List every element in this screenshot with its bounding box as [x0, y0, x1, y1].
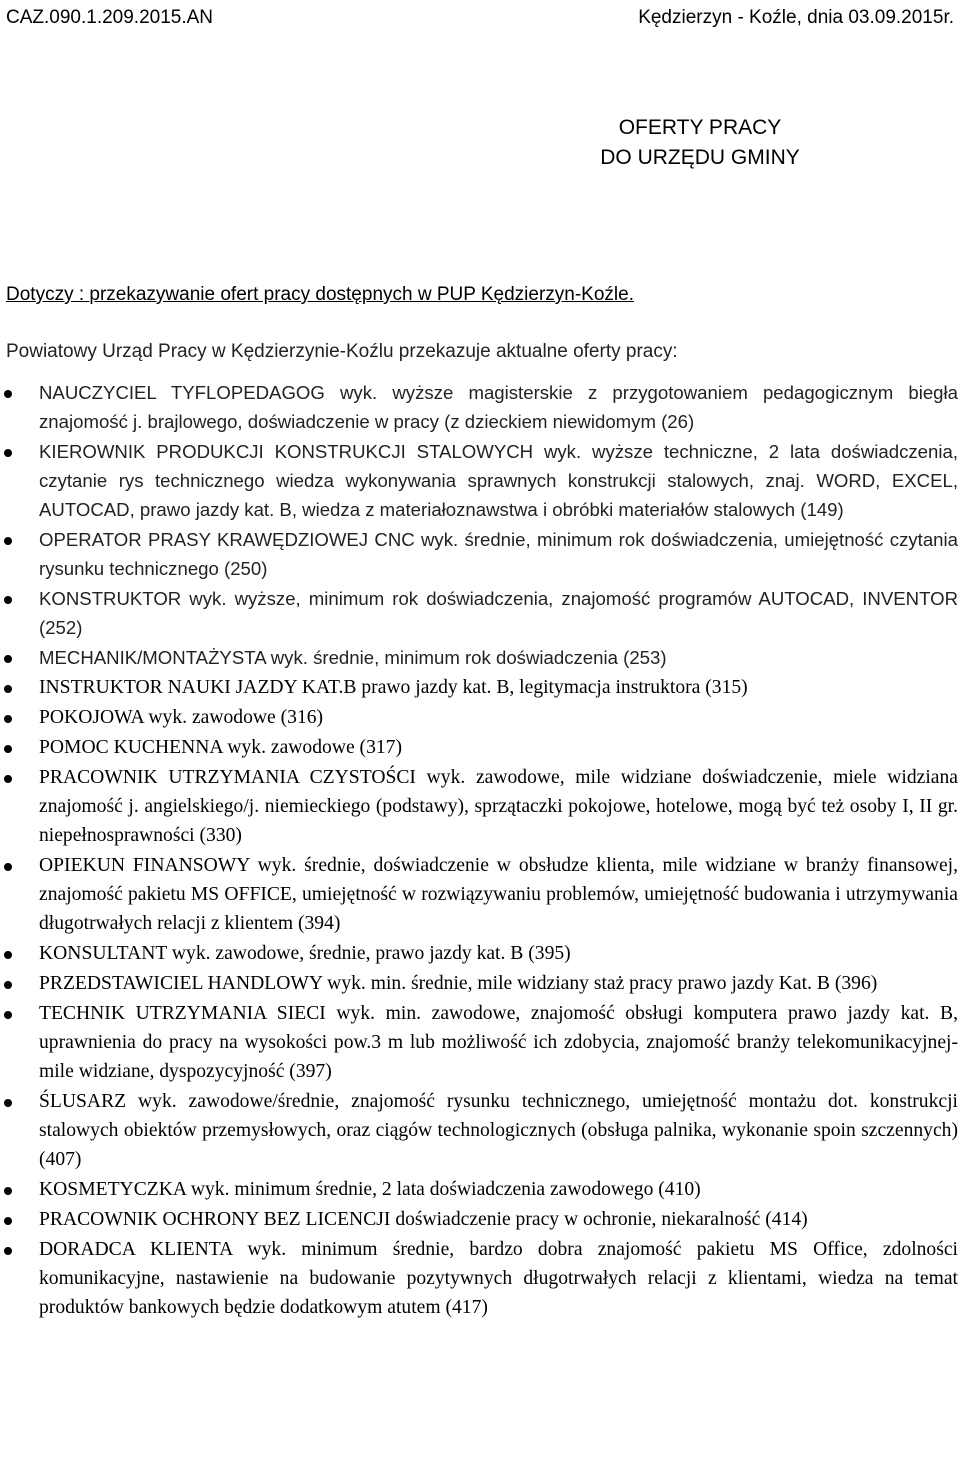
job-offers-list — [0, 378, 960, 1323]
list-item — [0, 525, 960, 583]
bullet-icon — [4, 1011, 12, 1019]
offer-text: POKOJOWA wyk. zawodowe (316) — [39, 707, 324, 728]
subject-text: przekazywanie ofert pracy dostępnych w PUP Kędzierzyn-Koźle. — [89, 284, 634, 305]
offer-text: KONSTRUKTOR wyk. wyższe, minimum rok doświadczenia, znajomość programów AUTOCAD, INVENTOR (252) — [39, 588, 958, 638]
intro-paragraph: Powiatowy Urząd Pracy w Kędzierzynie-Koźlu przekazuje aktualne oferty pracy: — [6, 341, 678, 362]
bullet-icon — [4, 1099, 12, 1107]
subject-line — [6, 281, 634, 309]
offer-text: KOSMETYCZKA wyk. minimum średnie, 2 lata doświadczenia zawodowego (410) — [39, 1179, 701, 1200]
list-item — [0, 733, 960, 762]
list-item — [0, 378, 960, 436]
offer-text: PRACOWNIK UTRZYMANIA CZYSTOŚCI wyk. zawodowe, mile widziane doświadczenie, miele widziana znajomość j. angielskiego/j. niemieckiego (podstawy), sprzątaczki pokojowe, hotelowe, mogą być też osoby I, II gr. niepełnosprawności (330) — [39, 767, 958, 846]
list-item — [0, 851, 960, 938]
offer-text: PRACOWNIK OCHRONY BEZ LICENCJI doświadczenie pracy w ochronie, niekaralność (414) — [39, 1209, 808, 1230]
bullet-icon — [4, 1187, 12, 1195]
list-item — [0, 673, 960, 702]
offer-text: ŚLUSARZ wyk. zawodowe/średnie, znajomość rysunku technicznego, umiejętność montażu dot. konstrukcji stalowych obiektów przemysłowych, oraz ciągów technologicznych (obsługa palnika, wykonanie spoin szczennych) (407) — [39, 1091, 958, 1170]
list-item — [0, 1087, 960, 1174]
bullet-icon — [4, 390, 12, 398]
offer-text: POMOC KUCHENNA wyk. zawodowe (317) — [39, 737, 403, 758]
bullet-icon — [4, 685, 12, 693]
list-item — [0, 1175, 960, 1204]
bullet-icon — [4, 449, 12, 457]
list-item — [0, 643, 960, 672]
list-item — [0, 939, 960, 968]
bullet-icon — [4, 537, 12, 545]
bullet-icon — [4, 1247, 12, 1255]
list-item — [0, 999, 960, 1086]
bullet-icon — [4, 863, 12, 871]
list-item — [0, 763, 960, 850]
bullet-icon — [4, 981, 12, 989]
bullet-icon — [4, 775, 12, 783]
offer-text: KONSULTANT wyk. zawodowe, średnie, prawo jazdy kat. B (395) — [39, 943, 571, 964]
offer-text: OPIEKUN FINANSOWY wyk. średnie, doświadczenie w obsłudze klienta, mile widziane w branży finansowej, znajomość pakietu MS OFFICE, umiejętność w rozwiązywaniu problemów, umiejętność budowania i utrzymywania długotrwałych relacji z klientem (394) — [39, 855, 958, 934]
document-title-line-1: OFERTY PRACY — [618, 116, 782, 139]
list-item — [0, 969, 960, 998]
bullet-icon — [4, 715, 12, 723]
bullet-icon — [4, 655, 12, 663]
list-item — [0, 584, 960, 642]
offer-text: OPERATOR PRASY KRAWĘDZIOWEJ CNC wyk. średnie, minimum rok doświadczenia, umiejętność czytania rysunku technicznego (250) — [39, 529, 958, 579]
document-reference-number: CAZ.090.1.209.2015.AN — [6, 7, 214, 28]
bullet-icon — [4, 1217, 12, 1225]
bullet-icon — [4, 745, 12, 753]
list-item — [0, 1235, 960, 1322]
bullet-icon — [4, 596, 12, 604]
offer-text: INSTRUKTOR NAUKI JAZDY KAT.B prawo jazdy kat. B, legitymacja instruktora (315) — [39, 677, 748, 698]
document-title-line-2: DO URZĘDU GMINY — [600, 146, 800, 169]
document-header — [6, 4, 954, 34]
subject-prefix: Dotyczy : — [6, 284, 90, 305]
bullet-icon — [4, 951, 12, 959]
offer-text: DORADCA KLIENTA wyk. minimum średnie, bardzo dobra znajomość pakietu MS Office, zdolności komunikacyjne, nastawienie na budowanie pozytywnych długotrwałych relacji z klientami, wiedza na temat produktów bankowych będzie dodatkowym atutem (417) — [39, 1239, 958, 1318]
offer-text: MECHANIK/MONTAŻYSTA wyk. średnie, minimum rok doświadczenia (253) — [39, 647, 667, 668]
offer-text: TECHNIK UTRZYMANIA SIECI wyk. min. zawodowe, znajomość obsługi komputera prawo jazdy kat. B, uprawnienia do pracy na wysokości pow.3 m lub możliwość ich zdobycia, znajomość branży telekomunikacyjnej-mile widziane, dyspozycyjność (397) — [39, 1003, 958, 1082]
offer-text: KIEROWNIK PRODUKCJI KONSTRUKCJI STALOWYCH wyk. wyższe techniczne, 2 lata doświadczenia, czytanie rys technicznego wiedza wykonywania sprawnych konstrukcji stalowych, znaj. WORD, EXCEL, AUTOCAD, prawo jazdy kat. B, wiedza z materiałoznawstwa i obróbki materiałów stalowych (149) — [39, 441, 958, 520]
offer-text: NAUCZYCIEL TYFLOPEDAGOG wyk. wyższe magisterskie z przygotowaniem pedagogicznym biegła znajomość j. brajlowego, doświadczenie w pracy (z dzieckiem niewidomym (26) — [39, 382, 958, 432]
list-item — [0, 437, 960, 524]
offer-text: PRZEDSTAWICIEL HANDLOWY wyk. min. średnie, mile widziany staż pracy prawo jazdy Kat. B (396) — [39, 973, 878, 994]
list-item — [0, 703, 960, 732]
place-and-date: Kędzierzyn - Koźle, dnia 03.09.2015r. — [638, 7, 954, 28]
list-item — [0, 1205, 960, 1234]
